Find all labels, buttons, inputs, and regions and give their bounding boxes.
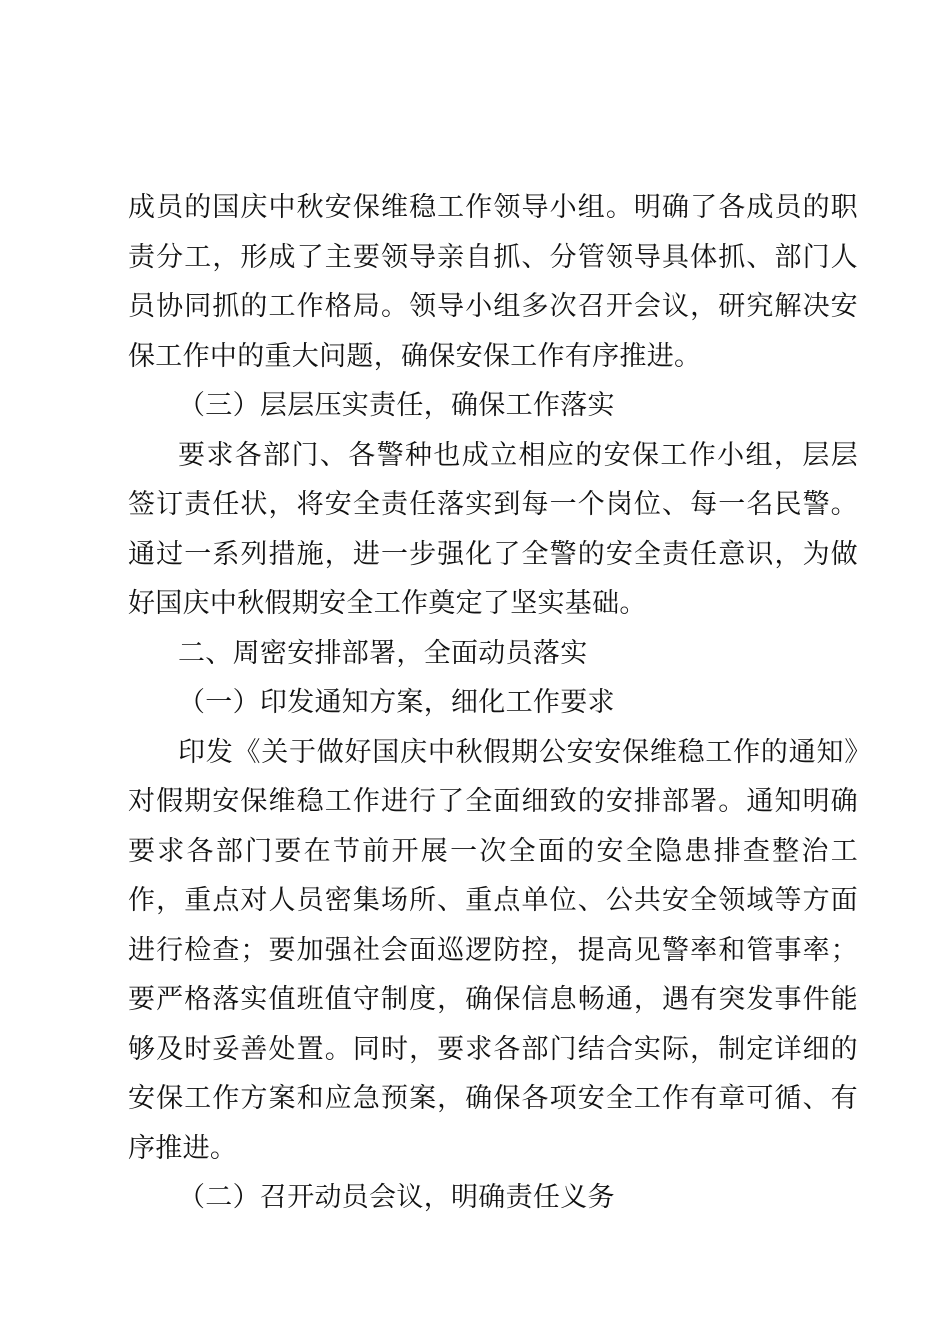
paragraph-responsibility: 要求各部门、各警种也成立相应的安保工作小组，层层签订责任状，将安全责任落实到每一个岗位、每一名民警。通过一系列措施，进一步强化了全警的安全责任意识，为做好国庆中秋假期安全工作奠定了坚实基础。 — [128, 439, 858, 619]
section-heading-two: 二、周密安排部署，全面动员落实 — [178, 637, 588, 669]
paragraph-notice: 印发《关于做好国庆中秋假期公安安保维稳工作的通知》对假期安保维稳工作进行了全面细致的安排部署。通知明确要求各部门要在节前开展一次全面的安全隐患排查整治工作，重点对人员密集场所、重点单位、公共安全领域等方面进行检查；要加强社会面巡逻防控，提高见警率和管事率；要严格落实值班值守制度，确保信息畅通，遇有突发事件能够及时妥善处置。同时，要求各部门结合实际，制定详细的安保工作方案和应急预案，确保各项安全工作有章可循、有序推进。 — [128, 736, 858, 1164]
subheading-one: （一）印发通知方案，细化工作要求 — [178, 687, 615, 718]
document-body — [128, 183, 858, 1223]
subheading-two: （二）召开动员会议，明确责任义务 — [178, 1182, 615, 1213]
paragraph-continuation: 成员的国庆中秋安保维稳工作领导小组。明确了各成员的职责分工，形成了主要领导亲自抓、分管领导具体抓、部门人员协同抓的工作格局。领导小组多次召开会议，研究解决安保工作中的重大问题，确保安保工作有序推进。 — [128, 192, 858, 372]
subheading-three: （三）层层压实责任，确保工作落实 — [178, 390, 615, 421]
